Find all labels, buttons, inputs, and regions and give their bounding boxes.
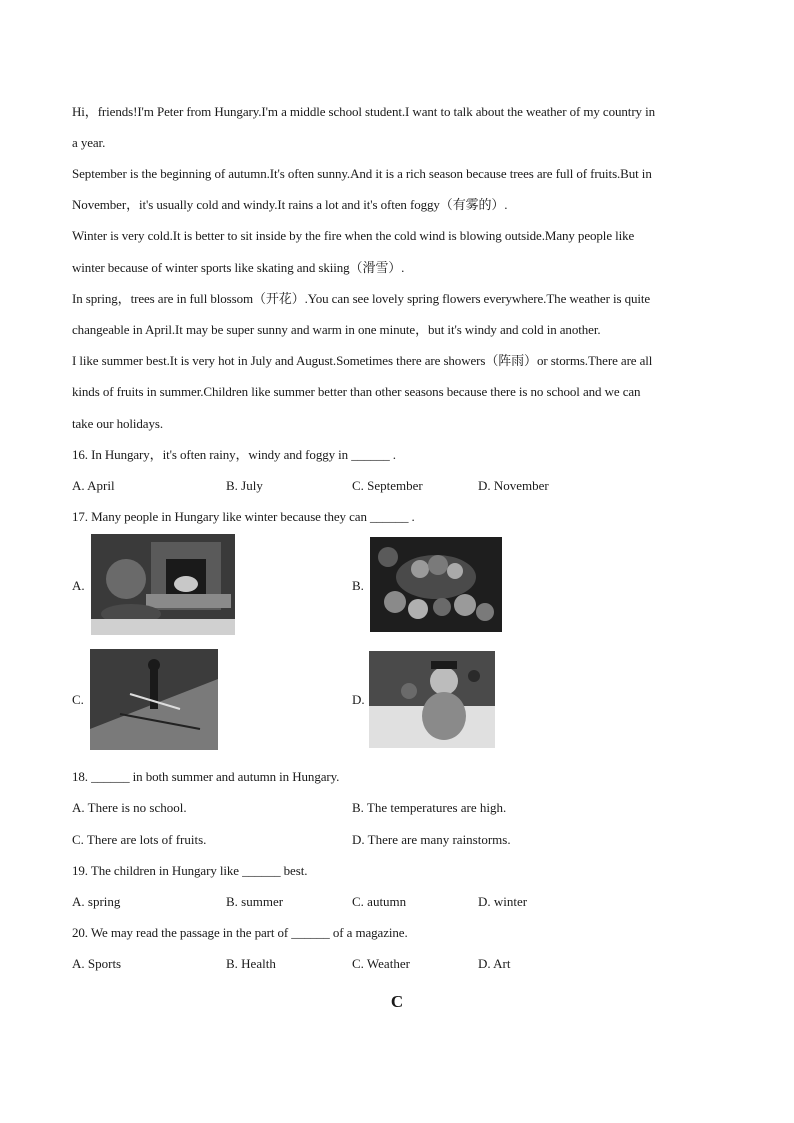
option-a-label[interactable]: A.: [72, 578, 85, 593]
option-a[interactable]: A. Sports: [72, 956, 122, 971]
question-stem: 20. We may read the passage in the part of ______ of a magazine.: [72, 925, 408, 940]
fruit-basket-picture[interactable]: [370, 537, 502, 632]
option-c[interactable]: C. Weather: [352, 956, 410, 971]
option-d[interactable]: D. There are many rainstorms.: [352, 832, 511, 847]
snowman-picture[interactable]: [369, 651, 495, 748]
option-c[interactable]: C. There are lots of fruits.: [72, 832, 207, 847]
passage-line: Hi，friends!I'm Peter from Hungary.I'm a middle school student.I want to talk about the weather of my country in: [72, 104, 656, 119]
option-b[interactable]: B. July: [226, 478, 263, 493]
question-stem: 19. The children in Hungary like ______ best.: [72, 863, 308, 878]
option-b-label[interactable]: B.: [352, 578, 364, 593]
option-d[interactable]: D. Art: [478, 956, 511, 971]
passage-line: take our holidays.: [72, 416, 163, 431]
skier-picture[interactable]: [90, 649, 218, 750]
section-heading: C: [390, 992, 404, 1011]
passage-line: September is the beginning of autumn.It's often sunny.And it is a rich season because trees are full of fruits.But in: [72, 166, 652, 181]
passage-line: changeable in April.It may be super sunny and warm in one minute，but it's windy and cold in another.: [72, 322, 601, 337]
passage-line: I like summer best.It is very hot in July and August.Sometimes there are showers（阵雨）or storms.There are all: [72, 353, 653, 368]
option-a[interactable]: A. spring: [72, 894, 121, 909]
option-c-label[interactable]: C.: [72, 692, 84, 707]
passage-line: Winter is very cold.It is better to sit inside by the fire when the cold wind is blowing outside.Many people like: [72, 228, 635, 243]
passage-line: November，it's usually cold and windy.It rains a lot and it's often foggy（有雾的）.: [72, 197, 508, 212]
option-a[interactable]: A. There is no school.: [72, 800, 187, 815]
passage-line: kinds of fruits in summer.Children like summer better than other seasons because there is no school and we can: [72, 384, 641, 399]
passage-line: In spring，trees are in full blossom（开花）.You can see lovely spring flowers everywhere.The weather is quite: [72, 291, 651, 306]
passage-line: a year.: [72, 135, 106, 150]
fireplace-picture[interactable]: [91, 534, 235, 635]
option-b[interactable]: B. summer: [226, 894, 284, 909]
passage-line: winter because of winter sports like skating and skiing（滑雪）.: [72, 260, 405, 275]
option-c[interactable]: C. autumn: [352, 894, 407, 909]
option-d-label[interactable]: D.: [352, 692, 365, 707]
option-c[interactable]: C. September: [352, 478, 423, 493]
question-stem: 16. In Hungary，it's often rainy，windy and foggy in ______ .: [72, 447, 396, 462]
option-a[interactable]: A. April: [72, 478, 115, 493]
question-stem: 18. ______ in both summer and autumn in Hungary.: [72, 769, 340, 784]
option-b[interactable]: B. Health: [226, 956, 276, 971]
option-d[interactable]: D. winter: [478, 894, 528, 909]
option-d[interactable]: D. November: [478, 478, 549, 493]
option-b[interactable]: B. The temperatures are high.: [352, 800, 507, 815]
question-stem: 17. Many people in Hungary like winter because they can ______ .: [72, 509, 415, 524]
